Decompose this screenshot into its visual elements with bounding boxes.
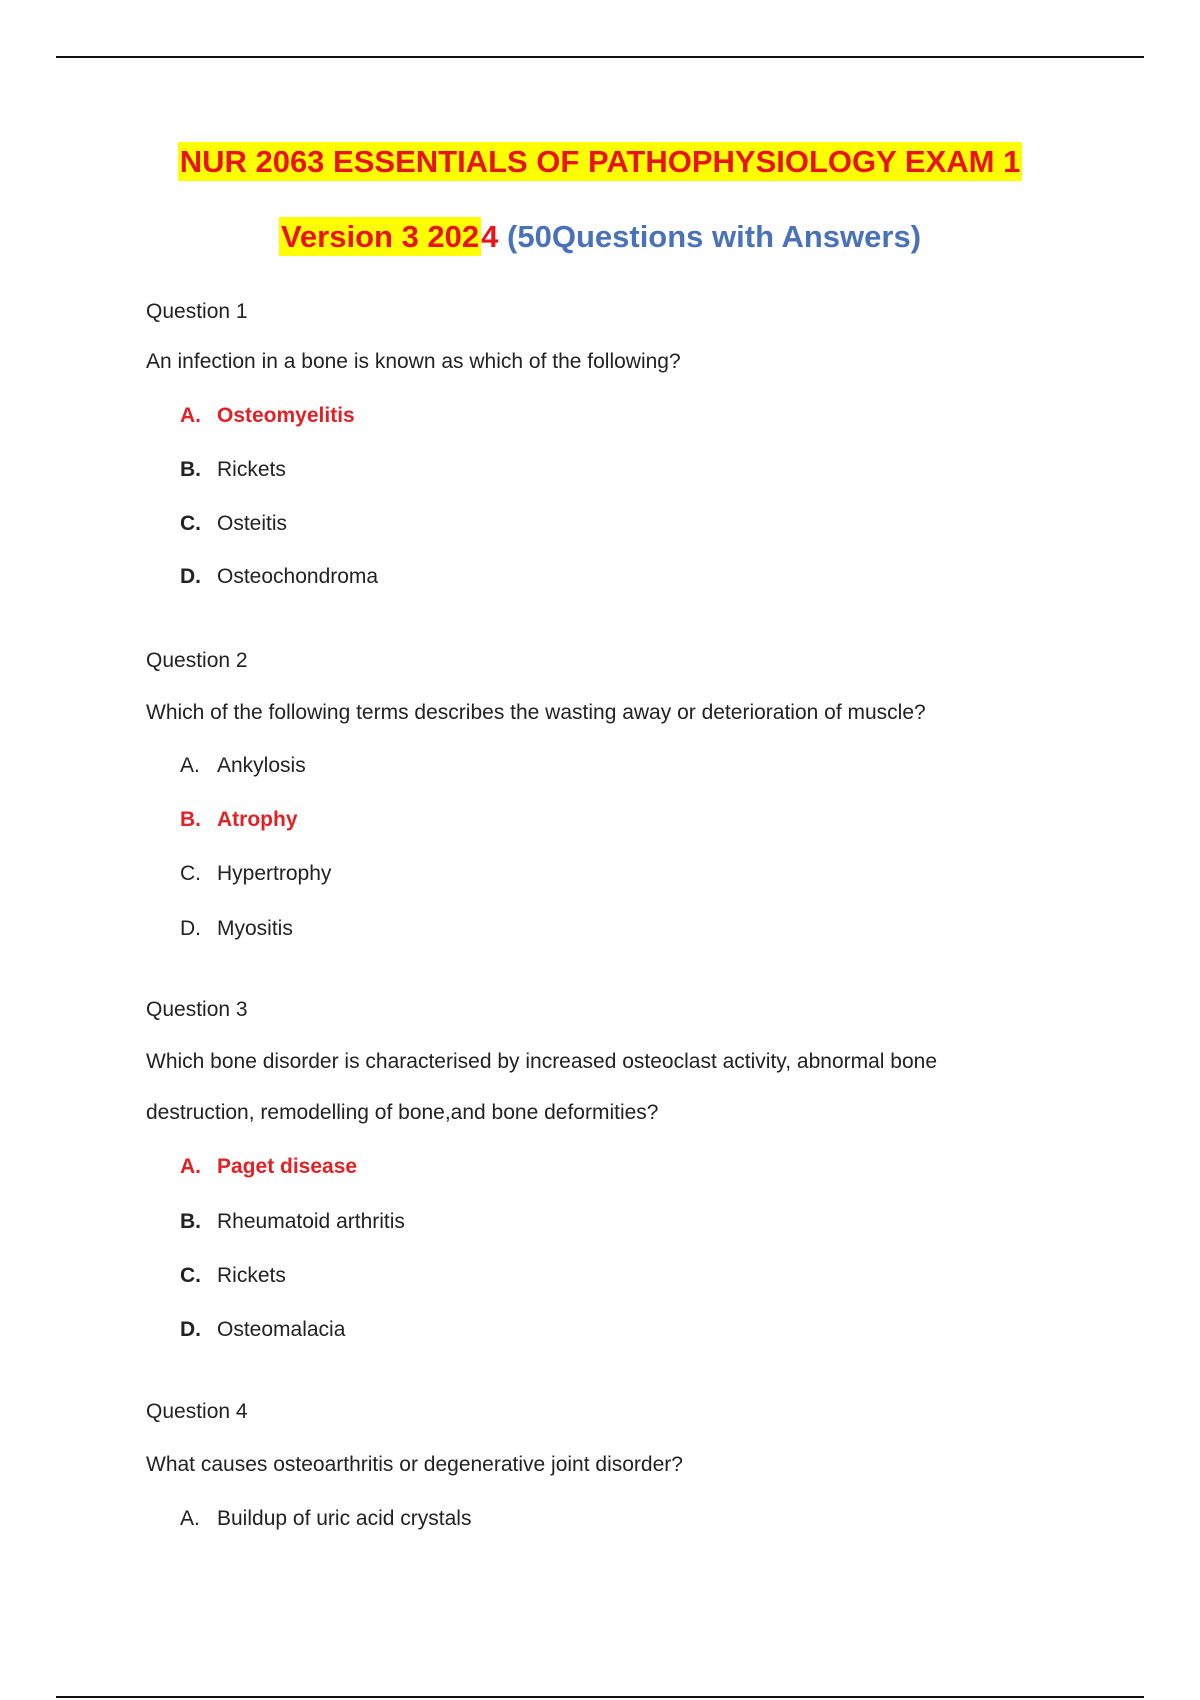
version-year-tail: 4 (481, 219, 499, 254)
question-4-text: What causes osteoarthritis or degenerative joint disorder? (146, 1453, 683, 1476)
question-2-option-b (180, 808, 298, 832)
question-1-option-b (180, 458, 286, 482)
question-1-option-a (180, 404, 355, 428)
header-rule (56, 56, 1144, 58)
footer-rule (56, 1696, 1144, 1698)
option-letter: B. (180, 808, 201, 831)
option-letter: A. (180, 1155, 201, 1178)
exam-subtitle (0, 219, 1200, 255)
question-2-label: Question 2 (146, 649, 248, 672)
question-3-option-b (180, 1210, 405, 1234)
exam-title (0, 144, 1200, 180)
option-letter: A. (180, 1507, 200, 1530)
option-text: Rheumatoid arthritis (217, 1210, 405, 1233)
option-letter: A. (180, 404, 201, 427)
question-2-option-c (180, 862, 331, 886)
option-text: Atrophy (217, 808, 298, 831)
option-text: Osteochondroma (217, 565, 379, 588)
option-text: Myositis (217, 917, 293, 940)
option-letter: B. (180, 458, 201, 481)
question-3-option-d (180, 1318, 345, 1342)
option-letter: B. (180, 1210, 201, 1233)
option-letter: D. (180, 565, 201, 588)
option-text: Osteitis (217, 512, 288, 535)
question-3-option-a (180, 1155, 357, 1179)
option-letter: A. (180, 754, 200, 777)
question-2-text: Which of the following terms describes the wasting away or deterioration of muscle? (146, 701, 926, 724)
question-4-option-a (180, 1507, 471, 1531)
option-letter: D. (180, 1318, 201, 1341)
question-1-option-c (180, 512, 287, 536)
option-letter: C. (180, 512, 201, 535)
option-letter: C. (180, 1264, 201, 1287)
question-1-option-d (180, 565, 378, 589)
option-text: Hypertrophy (217, 862, 332, 885)
question-1-label: Question 1 (146, 300, 248, 323)
question-3-text-line1: Which bone disorder is characterised by increased osteoclast activity, abnormal bone (146, 1050, 938, 1073)
question-2-option-a (180, 754, 306, 778)
option-letter: C. (180, 862, 201, 885)
option-text: Paget disease (217, 1155, 358, 1178)
question-1-text: An infection in a bone is known as which of the following? (146, 350, 681, 373)
question-3-option-c (180, 1264, 286, 1288)
option-text: Rickets (217, 458, 286, 481)
question-2-option-d (180, 917, 293, 941)
question-3-text-line2: destruction, remodelling of bone,and bone deformities? (146, 1101, 659, 1124)
exam-title-highlight: NUR 2063 ESSENTIALS OF PATHOPHYSIOLOGY EXAM 1 (179, 144, 1021, 179)
option-text: Osteomyelitis (217, 404, 355, 427)
question-count-note: (50Questions with Answers) (507, 219, 922, 254)
question-4-label: Question 4 (146, 1400, 248, 1423)
option-text: Buildup of uric acid crystals (217, 1507, 472, 1530)
option-text: Rickets (217, 1264, 286, 1287)
option-text: Ankylosis (217, 754, 306, 777)
version-highlight: Version 3 202 (280, 219, 480, 254)
question-3-label: Question 3 (146, 998, 248, 1021)
option-letter: D. (180, 917, 201, 940)
option-text: Osteomalacia (217, 1318, 346, 1341)
